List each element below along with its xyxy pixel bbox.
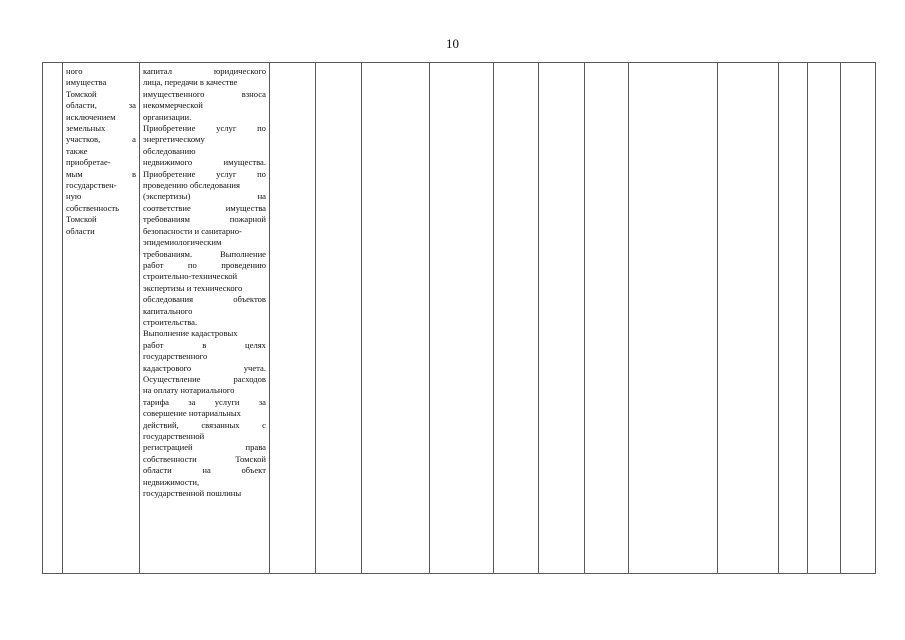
text-word: объектов <box>233 294 266 305</box>
text-word: за <box>128 100 136 111</box>
table-cell-9 <box>539 63 585 574</box>
text-word: государственной <box>143 431 205 441</box>
text-word: учета. <box>243 362 266 373</box>
text-word: экспертизы и технического <box>143 282 243 293</box>
table-cell-6 <box>362 63 430 574</box>
text-line <box>66 169 136 180</box>
table-cell-12 <box>718 63 779 574</box>
text-word: приобретае- <box>66 157 111 168</box>
text-word: некоммерческой <box>143 100 203 111</box>
text-word: имущественного <box>143 88 205 99</box>
text-line <box>66 226 136 237</box>
text-line <box>66 89 136 100</box>
text-word: ного <box>66 66 83 76</box>
text-word: области <box>143 465 172 476</box>
text-word: работ <box>143 339 164 350</box>
text-line <box>66 203 136 214</box>
text-word: недвижимого <box>143 157 193 168</box>
text-word: за <box>258 396 266 407</box>
text-word: услуг <box>216 168 237 179</box>
text-line <box>66 180 136 191</box>
text-word: ную <box>66 191 82 202</box>
text-line <box>143 283 266 294</box>
description-text <box>140 63 269 499</box>
table-cell-7 <box>430 63 494 574</box>
table-cell-1 <box>43 63 63 574</box>
text-word: соответствие <box>143 202 191 213</box>
text-word: имущества <box>66 77 107 88</box>
text-word: мым <box>66 168 83 179</box>
text-line <box>143 169 266 180</box>
text-word: совершение нотариальных <box>143 408 241 419</box>
text-line <box>143 260 266 271</box>
text-line <box>143 249 266 260</box>
text-line <box>143 271 266 282</box>
text-word: капитал <box>143 66 172 76</box>
text-word: области <box>66 225 95 236</box>
text-line <box>143 306 266 317</box>
text-word: а <box>132 134 136 145</box>
text-line <box>143 420 266 431</box>
text-word: Приобретение <box>143 168 196 179</box>
text-line <box>143 454 266 465</box>
text-line <box>143 465 266 476</box>
text-word: исключением <box>66 111 116 122</box>
text-word: государствен- <box>66 180 117 191</box>
text-word: кадастрового <box>143 362 192 373</box>
text-line <box>143 488 266 499</box>
text-line <box>143 328 266 339</box>
text-word: Томской <box>66 214 97 225</box>
text-line <box>66 77 136 88</box>
text-word: недвижимости, <box>143 476 200 487</box>
text-line <box>143 203 266 214</box>
table-cell-description <box>140 63 270 574</box>
text-line <box>143 77 266 88</box>
text-word: за <box>188 396 196 407</box>
text-word: капитального <box>143 305 193 316</box>
text-line <box>66 146 136 157</box>
text-word: права <box>245 442 266 453</box>
table-cell-14 <box>808 63 841 574</box>
text-word: на <box>202 465 211 476</box>
text-word: работ <box>143 259 164 270</box>
text-line <box>66 123 136 134</box>
text-word: требованиям <box>143 214 190 225</box>
text-line <box>143 157 266 168</box>
text-word: государственной пошлины <box>143 488 242 499</box>
text-word: безопасности и санитарно- <box>143 225 242 236</box>
text-word: пожарной <box>229 214 266 225</box>
text-word: услуги <box>214 396 240 407</box>
text-word: Выполнение <box>219 248 266 259</box>
text-line <box>66 157 136 168</box>
text-word: в <box>202 339 207 350</box>
text-word: целях <box>245 339 266 350</box>
table-cell-13 <box>779 63 808 574</box>
text-word: Томской <box>235 453 266 464</box>
text-line <box>143 374 266 385</box>
text-word: расходов <box>233 373 266 384</box>
text-word: по <box>257 123 266 134</box>
text-word: с <box>262 419 266 430</box>
text-word: взноса <box>241 88 266 99</box>
text-word: земельных <box>66 123 106 134</box>
text-word: также <box>66 145 88 156</box>
text-word: Осуществление <box>143 373 201 384</box>
text-line <box>143 351 266 362</box>
text-line <box>66 214 136 225</box>
text-line <box>143 100 266 111</box>
text-line <box>143 134 266 145</box>
text-word: обследованию <box>143 145 196 156</box>
text-word: эпидемиологическим <box>143 237 222 248</box>
table-cell-11 <box>629 63 718 574</box>
text-word: лица, передачи в качестве <box>143 77 238 88</box>
text-line <box>143 442 266 453</box>
text-word: по <box>257 168 266 179</box>
text-word: Томской <box>66 88 97 99</box>
text-line <box>143 237 266 248</box>
text-word: связанных <box>201 419 240 430</box>
text-line <box>143 123 266 134</box>
text-word: строительства. <box>143 316 198 327</box>
table-cell-8 <box>494 63 539 574</box>
text-word: имущества <box>225 202 266 213</box>
text-word: области, <box>66 100 97 111</box>
text-word: объект <box>241 465 266 476</box>
text-word: Приобретение <box>143 123 196 134</box>
text-word: на оплату нотариального <box>143 385 235 396</box>
text-word: на <box>257 191 266 202</box>
text-word: тарифа <box>143 396 169 407</box>
table-cell-15 <box>841 63 876 574</box>
text-word: по <box>187 259 197 270</box>
text-line <box>143 477 266 488</box>
text-word: юридического <box>213 66 266 76</box>
text-line <box>143 317 266 328</box>
text-word: обследования <box>143 294 194 305</box>
table-row <box>43 63 876 574</box>
text-line <box>143 340 266 351</box>
text-word: организации. <box>143 111 192 122</box>
text-word: имущества. <box>223 157 266 168</box>
text-line <box>143 66 266 77</box>
text-word: государственного <box>143 351 208 362</box>
text-word: в <box>131 168 136 179</box>
text-line <box>66 134 136 145</box>
table-cell-5 <box>316 63 362 574</box>
text-word: проведению обследования <box>143 180 240 191</box>
text-line <box>143 431 266 442</box>
text-word: энергетическому <box>143 134 205 145</box>
text-line <box>143 112 266 123</box>
text-word: действий, <box>143 419 179 430</box>
text-line <box>66 100 136 111</box>
text-word: регистрацией <box>143 442 193 453</box>
document-table <box>42 62 876 574</box>
text-line <box>143 408 266 419</box>
text-line <box>143 363 266 374</box>
text-word: участков, <box>66 134 101 145</box>
table-cell-object-name <box>63 63 140 574</box>
page-number: 10 <box>446 36 459 51</box>
table-cell-10 <box>585 63 629 574</box>
text-line <box>143 226 266 237</box>
text-word: Выполнение кадастровых <box>143 328 238 339</box>
text-line <box>143 146 266 157</box>
text-line <box>143 214 266 225</box>
text-line <box>66 191 136 202</box>
table-cell-4 <box>270 63 316 574</box>
text-line <box>143 385 266 396</box>
text-word: собственности <box>143 453 197 464</box>
text-word: собственность <box>66 202 120 213</box>
text-line <box>66 112 136 123</box>
text-line <box>143 294 266 305</box>
text-line <box>143 397 266 408</box>
text-word: строительно-технической <box>143 271 238 282</box>
text-word: проведению <box>221 259 266 270</box>
text-line <box>66 66 136 77</box>
text-line <box>143 191 266 202</box>
text-line <box>143 180 266 191</box>
object-name-text <box>63 63 139 237</box>
text-word: услуг <box>216 123 237 134</box>
text-line <box>143 89 266 100</box>
text-word: требованиям. <box>143 248 193 259</box>
text-word: (экспертизы) <box>143 191 191 202</box>
